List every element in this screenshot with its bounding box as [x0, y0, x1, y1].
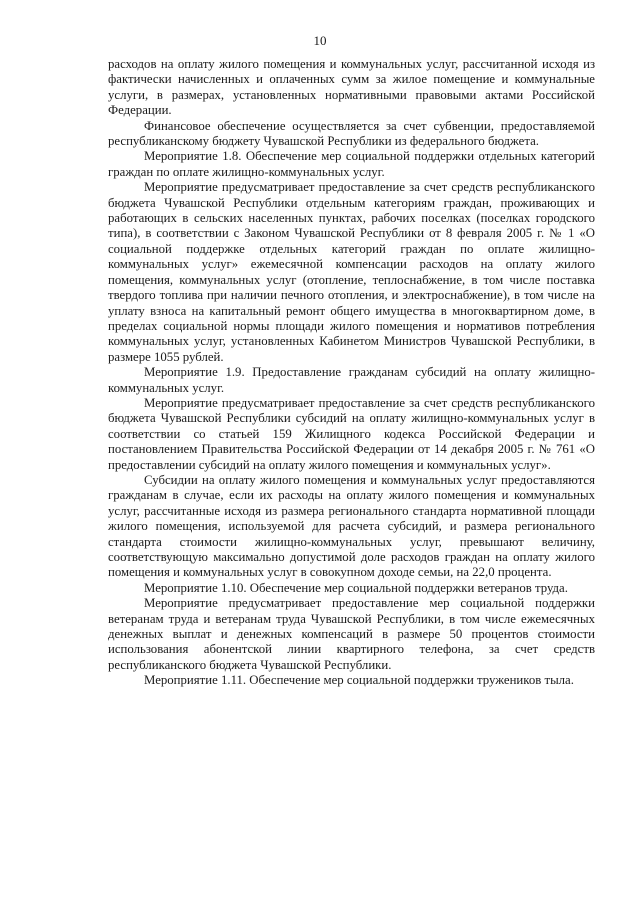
paragraph-measure-1-8-heading: Мероприятие 1.8. Обеспечение мер социальной поддержки отдельных категорий граждан по оплате жилищно-коммунальных услуг.	[108, 149, 595, 179]
paragraph-measure-1-9-heading: Мероприятие 1.9. Предоставление гражданам субсидий на оплату жилищно-коммунальных услуг.	[108, 365, 595, 395]
body-text	[108, 57, 595, 689]
paragraph-financing-subvention: Финансовое обеспечение осуществляется за счет субвенции, предоставляемой республиканскому бюджету Чувашской Республики из федерального бюджета.	[108, 118, 595, 149]
paragraph-measure-1-10-heading: Мероприятие 1.10. Обеспечение мер социальной поддержки ветеранов труда.	[144, 580, 568, 595]
page-number: 10	[313, 33, 327, 48]
paragraph-measure-1-10-details: Мероприятие предусматривает предоставление мер социальной поддержки ветеранам труда и ветеранам труда Чувашской Республики, в том числе ежемесячных денежных выплат и денежных компенсаций в размере 50 процентов стоимости использования абонентской линии квартирного телефона, за счет средств республиканского бюджета Чувашской Республики.	[108, 596, 595, 672]
paragraph-subsidy-conditions: Субсидии на оплату жилого помещения и коммунальных услуг предоставляются гражданам в случае, если их расходы на оплату жилого помещения и коммунальных услуг, рассчитанные исходя из размера регионального стандарта нормативной площади жилого помещения, используемой для расчета субсидий, и размера регионального стандарта стоимости жилищно-коммунальных услуг, превышают величину, соответствующую максимально допустимой доле расходов граждан на оплату жилого помещения и коммунальных услуг в совокупном доходе семьи, на 22,0 процента.	[108, 472, 595, 580]
paragraph-measure-1-11-heading: Мероприятие 1.11. Обеспечение мер социальной поддержки тружеников тыла.	[144, 673, 574, 688]
paragraph-expense-continuation: расходов на оплату жилого помещения и коммунальных услуг, рассчитанной исходя из фактически начисленных и оплаченных сумм за жилое помещение и коммунальные услуги, в размерах, установленных нормативными правовыми актами Российской Федерации.	[108, 57, 595, 118]
paragraph-measure-1-8-details: Мероприятие предусматривает предоставление за счет средств республиканского бюджета Чувашской Республики отдельным категориям граждан, проживающих и работающих в сельских населенных пунктах, рабочих поселках (поселках городского типа), в соответствии с Законом Чувашской Республики от 8 февраля 2005 г. № 1 «О социальной поддержке отдельных категорий граждан по оплате жилищно-коммунальных услуг» ежемесячной компенсации расходов на оплату жилого помещения, коммунальных услуг (отопление, теплоснабжение, в том числе поставка твердого топлива при наличии печного отопления, и электроснабжение), в том числе на уплату взноса на капитальный ремонт общего имущества в многоквартирном доме, в пределах социальной нормы площади жилого помещения и нормативов потребления коммунальных услуг, установленных Кабинетом Министров Чувашской Республики, в размере 1055 рублей.	[108, 180, 595, 364]
paragraph-measure-1-9-details: Мероприятие предусматривает предоставление за счет средств республиканского бюджета Чувашской Республики субсидий на оплату жилищно-коммунальных услуг в соответствии со статьей 159 Жилищного кодекса Российской Федерации и постановлением Правительства Российской Федерации от 14 декабря 2005 г. № 761 «О предоставлении субсидий на оплату жилого помещения и коммунальных услуг».	[108, 395, 595, 472]
